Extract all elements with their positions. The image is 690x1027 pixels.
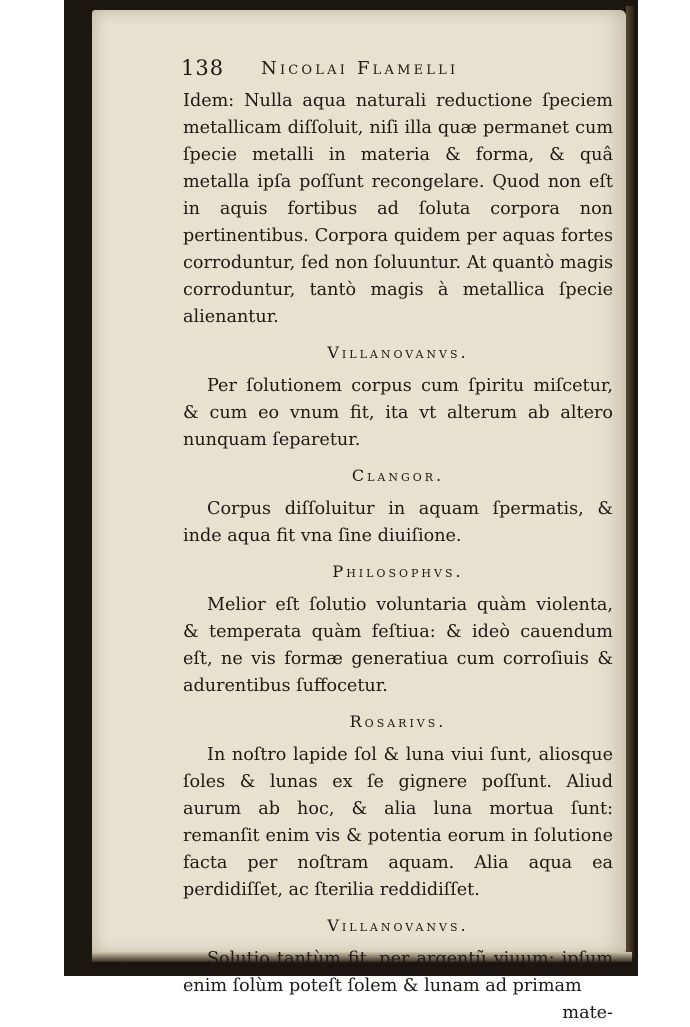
paragraph-philosophus: Melior eſt ſolutio voluntaria quàm violenta, & temperata quàm feſtiua: & ideò cauendum eſt, ne vis formæ generatiua cum corroſiuis & adurentibus ſuffocetur. xyxy=(183,595,613,696)
heading-villanovanus-1: Villanovanvs. xyxy=(327,343,469,362)
heading-villanovanus-2: Villanovanvs. xyxy=(327,916,469,935)
paragraph-rosarius: In noſtro lapide ſol & luna viui ſunt, aliosque ſoles & lunas ex ſe gignere poſſunt. Aliud aurum ab hoc, & alia luna mortua ſunt: remanſit enim vis & potentia eorum in ſolutione facta per noſtram aquam. Alia aqua ea perdidiſſet, ac ſterilia reddidiſſet. xyxy=(183,745,613,900)
paragraph-villanovanus-2: Solutio tantùm fit, per argentũ viuum: ipſum enim ſolùm poteſt ſolem & lunam ad primam xyxy=(183,949,613,996)
paragraph-clangor: Corpus diſſoluitur in aquam ſpermatis, & inde aqua fit vna ſine diuiſione. xyxy=(183,499,613,546)
catchword: mate- xyxy=(562,1003,613,1023)
running-head xyxy=(183,56,613,88)
page-text-block xyxy=(183,56,613,1027)
paragraph-idem: Idem: Nulla aqua naturali reductione ſpeciem metallicam diſſoluit, niſi illa quæ permanet cum ſpecie metalli in materia & forma, & quâ metalla ipſa poſſunt recongelare. Quod non eſt in aquis fortibus ad ſoluta corpora non pertinentibus. Corpora quidem per aquas fortes corroduntur, ſed non ſoluuntur. At quantò magis corroduntur, tantò magis à metallica ſpecie alienantur. xyxy=(183,91,613,327)
heading-clangor: Clangor. xyxy=(351,466,445,485)
paragraph-villanovanus-1: Per ſolutionem corpus cum ſpiritu miſcetur, & cum eo vnum fit, ita vt alterum ab altero nunquam ſeparetur. xyxy=(183,376,613,450)
running-title: Nicolai Flamelli xyxy=(261,58,459,79)
page-number: 138 xyxy=(181,56,225,80)
page-edge-right xyxy=(626,6,634,958)
heading-rosarius: Rosarivs. xyxy=(349,712,447,731)
heading-philosophus: Philosophvs. xyxy=(332,562,464,581)
